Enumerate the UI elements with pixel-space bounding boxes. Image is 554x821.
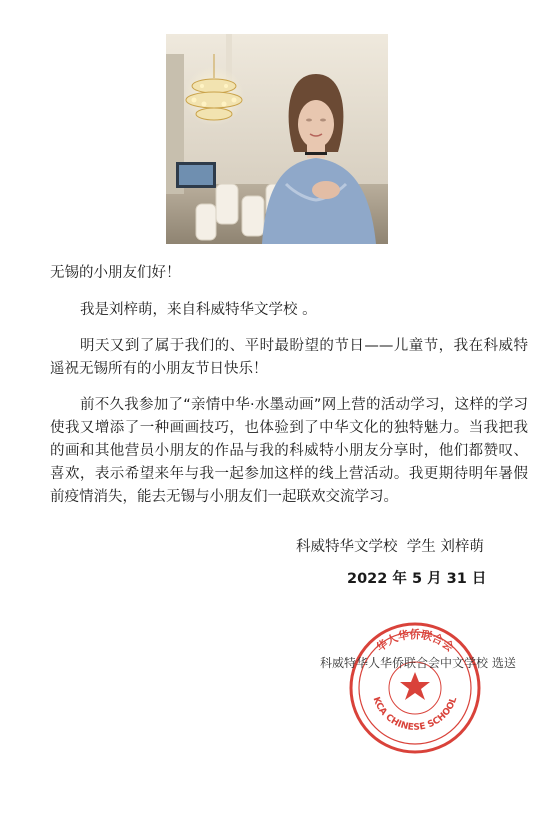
portrait-photo [166,34,388,244]
photo-portrait-icon [166,34,388,244]
letter-signature: 科威特华文学校 学生 刘梓萌 [296,539,484,555]
letter-paragraph: 明天又到了属于我们的、平时最盼望的节日——儿童节，我在科威特遥祝无锡所有的小朋友节日快乐！ [50,338,528,377]
letter-paragraph: 前不久我参加了“亲情中华·水墨动画”网上营的活动学习，这样的学习使我又增添了一种画画技巧，也体验到了中华文化的独特魅力。当我把我的画和其他营员小朋友的作品与我的科威特小朋友分享时，他们都赞叹、喜欢，表示希望来年与我一起参加这样的线上营活动。我更期待明年暑假前疫情消失，能去无锡与小朋友们一起联欢交流学习。 [50,397,528,505]
letter-paragraph: 我是刘梓萌，来自科威特华文学校 。 [80,302,317,318]
letter-greeting: 无锡的小朋友们好！ [50,265,181,281]
svg-text:华人华侨联合会: 华人华侨联合会 [373,628,457,655]
letter-date: 2022 年 5 月 31 日 [347,571,487,587]
svg-text:KCA CHINESE SCHOOL: KCA CHINESE SCHOOL [370,695,460,733]
seal-stamp-icon [345,618,485,758]
letter-body [50,262,528,522]
school-seal [345,618,485,758]
selected-by-note: 科威特华人华侨联合会中文学校 选送 [320,656,516,670]
